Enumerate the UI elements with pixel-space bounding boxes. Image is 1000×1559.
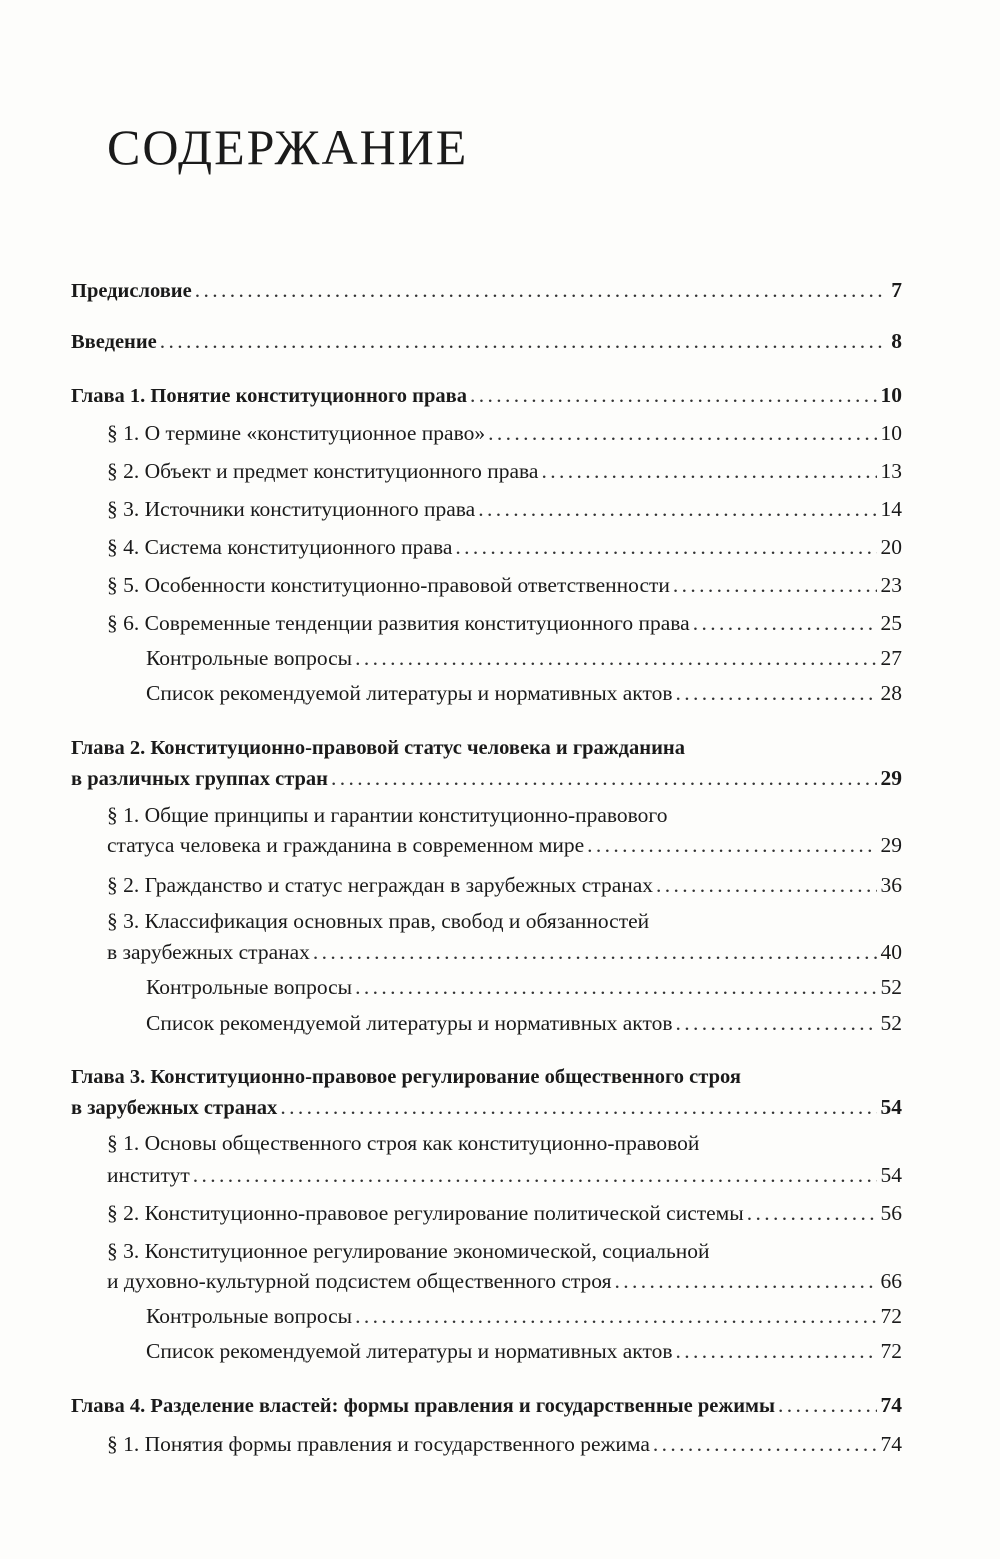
toc-entry-title: § 2. Объект и предмет конституционного права — [107, 459, 539, 483]
toc-entry-section[interactable] — [107, 830, 902, 860]
dot-leader — [160, 326, 887, 356]
toc-entry-title: Предисловие — [71, 280, 192, 302]
toc-entry-page: 25 — [880, 611, 902, 635]
toc-entry-introduction[interactable] — [71, 326, 902, 357]
toc-entry-page: 40 — [880, 940, 902, 964]
dot-leader — [488, 418, 876, 448]
toc-entry-section-line1[interactable]: § 1. Основы общественного строя как конституционно-правовой — [107, 1131, 700, 1155]
toc-entry-title: в зарубежных странах — [71, 1097, 278, 1119]
toc-entry-title: § 2. Конституционно-правовое регулирование политической системы — [107, 1201, 744, 1225]
toc-entry-reading-list[interactable] — [146, 1336, 902, 1366]
dot-leader — [615, 1266, 877, 1296]
toc-entry-page: 28 — [880, 681, 902, 705]
toc-entry-page: 29 — [880, 766, 902, 790]
dot-leader — [673, 570, 877, 600]
toc-entry-review-questions[interactable] — [146, 643, 902, 673]
dot-leader — [470, 380, 877, 410]
toc-entry-section[interactable] — [107, 937, 902, 967]
toc-entry-page: 23 — [880, 573, 902, 597]
toc-entry-title: Глава 1. Понятие конституционного права — [71, 385, 467, 407]
toc-entry-page: 52 — [880, 1011, 902, 1035]
toc-entry-chapter-3[interactable] — [71, 1092, 902, 1123]
toc-entry-chapter-2-line1[interactable]: Глава 2. Конституционно-правовой статус человека и гражданина — [71, 737, 685, 759]
dot-leader — [676, 1336, 877, 1366]
toc-entry-page: 74 — [880, 1393, 902, 1417]
toc-entry-page: 10 — [880, 383, 902, 407]
toc-entry-title: Список рекомендуемой литературы и нормативных актов — [146, 1339, 673, 1363]
toc-entry-title: Контрольные вопросы — [146, 1304, 353, 1328]
toc-entry-page: 54 — [880, 1163, 902, 1187]
toc-entry-section-line1[interactable]: § 1. Общие принципы и гарантии конституционно-правового — [107, 803, 668, 827]
toc-entry-title: Список рекомендуемой литературы и нормативных актов — [146, 681, 673, 705]
toc-entry-page: 36 — [880, 873, 902, 897]
toc-entry-reading-list[interactable] — [146, 1008, 902, 1038]
toc-entry-section[interactable] — [107, 1266, 902, 1296]
toc-entry-review-questions[interactable] — [146, 972, 902, 1002]
toc-entry-page: 29 — [880, 833, 902, 857]
dot-leader — [653, 1429, 877, 1459]
dot-leader — [331, 763, 877, 793]
toc-entry-page: 74 — [880, 1432, 902, 1456]
toc-entry-page: 7 — [891, 278, 902, 302]
dot-leader — [195, 275, 888, 305]
dot-leader — [355, 1301, 876, 1331]
toc-entry-page: 27 — [880, 646, 902, 670]
toc-entry-chapter-1[interactable] — [71, 380, 902, 411]
toc-entry-section[interactable] — [107, 870, 902, 900]
toc-entry-section[interactable] — [107, 570, 902, 600]
toc-entry-section[interactable] — [107, 608, 902, 638]
toc-entry-section-line1[interactable]: § 3. Классификация основных прав, свобод и обязанностей — [107, 909, 650, 933]
dot-leader — [355, 643, 876, 673]
dot-leader — [693, 608, 877, 638]
dot-leader — [587, 830, 876, 860]
toc-entry-title: Введение — [71, 331, 157, 353]
dot-leader — [676, 678, 877, 708]
toc-entry-preface[interactable] — [71, 275, 902, 306]
toc-entry-title: § 2. Гражданство и статус неграждан в зарубежных странах — [107, 873, 654, 897]
toc-entry-section[interactable] — [107, 532, 902, 562]
toc-entry-page: 72 — [880, 1304, 902, 1328]
toc-entry-title: § 5. Особенности конституционно-правовой ответственности — [107, 573, 670, 597]
toc-entry-title: § 3. Источники конституционного права — [107, 497, 476, 521]
toc-entry-section[interactable] — [107, 418, 902, 448]
toc-entry-title: институт — [107, 1163, 190, 1187]
toc-entry-page: 13 — [880, 459, 902, 483]
toc-entry-section-line1[interactable]: § 3. Конституционное регулирование экономической, социальной — [107, 1239, 710, 1263]
toc-entry-title: Контрольные вопросы — [146, 975, 353, 999]
toc-entry-title: Контрольные вопросы — [146, 646, 353, 670]
toc-entry-section[interactable] — [107, 1160, 902, 1190]
toc-entry-chapter-2[interactable] — [71, 763, 902, 794]
toc-entry-title: § 1. Понятия формы правления и государственного режима — [107, 1432, 650, 1456]
toc-entry-title: Список рекомендуемой литературы и нормативных актов — [146, 1011, 673, 1035]
dot-leader — [676, 1008, 877, 1038]
toc-entry-page: 8 — [891, 329, 902, 353]
dot-leader — [747, 1198, 877, 1228]
toc-entry-section[interactable] — [107, 1198, 902, 1228]
toc-entry-section[interactable] — [107, 494, 902, 524]
dot-leader — [478, 494, 876, 524]
toc-entry-section[interactable] — [107, 1429, 902, 1459]
toc-entry-page: 72 — [880, 1339, 902, 1363]
toc-entry-title: § 6. Современные тенденции развития конституционного права — [107, 611, 690, 635]
toc-entry-chapter-3-line1[interactable]: Глава 3. Конституционно-правовое регулирование общественного строя — [71, 1066, 741, 1088]
toc-entry-title: § 1. О термине «конституционное право» — [107, 421, 486, 445]
toc-entry-page: 54 — [880, 1095, 902, 1119]
toc-entry-title: и духовно-культурной подсистем общественного строя — [107, 1269, 612, 1293]
toc-entry-page: 66 — [880, 1269, 902, 1293]
toc-entry-page: 52 — [880, 975, 902, 999]
toc-entry-page: 10 — [880, 421, 902, 445]
dot-leader — [656, 870, 876, 900]
toc-entry-review-questions[interactable] — [146, 1301, 902, 1331]
toc-entry-page: 20 — [880, 535, 902, 559]
toc-entry-title: Глава 4. Разделение властей: формы правления и государственные режимы — [71, 1395, 776, 1417]
toc-entry-title: § 4. Система конституционного права — [107, 535, 453, 559]
toc-entry-page: 14 — [880, 497, 902, 521]
dot-leader — [541, 456, 876, 486]
dot-leader — [193, 1160, 877, 1190]
toc-entry-chapter-4[interactable] — [71, 1390, 902, 1421]
dot-leader — [280, 1092, 876, 1122]
toc-entry-title: в различных группах стран — [71, 768, 328, 790]
dot-leader — [455, 532, 876, 562]
dot-leader — [778, 1390, 876, 1420]
toc-entry-title: статуса человека и гражданина в современном мире — [107, 833, 585, 857]
page-title: СОДЕРЖАНИЕ — [107, 119, 469, 175]
toc-entry-reading-list[interactable] — [146, 678, 902, 708]
dot-leader — [313, 937, 877, 967]
toc-entry-section[interactable] — [107, 456, 902, 486]
toc-entry-page: 56 — [880, 1201, 902, 1225]
dot-leader — [355, 972, 876, 1002]
toc-entry-title: в зарубежных странах — [107, 940, 310, 964]
